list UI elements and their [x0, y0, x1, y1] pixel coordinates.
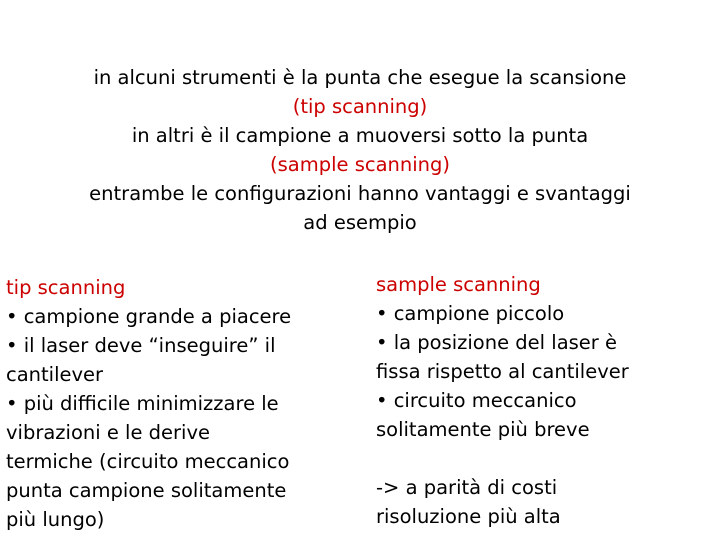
tip-scanning-line: punta campione solitamente: [6, 479, 287, 502]
intro-line-6: ad esempio: [303, 211, 417, 234]
tip-scanning-line: vibrazioni e le derive: [6, 421, 211, 444]
sample-scanning-line: • circuito meccanico: [376, 389, 577, 412]
conclusion-line: -> a parità di costi: [376, 476, 558, 499]
sample-scanning-line: • campione piccolo: [376, 302, 565, 325]
tip-scanning-column: [6, 273, 291, 534]
intro-line-5: entrambe le configurazioni hanno vantaggi e svantaggi: [89, 182, 631, 205]
tip-scanning-line: • il laser deve “inseguire” il: [6, 334, 276, 357]
tip-scanning-line: cantilever: [6, 363, 104, 386]
intro-line-3: in altri è il campione a muoversi sotto la punta: [131, 124, 589, 147]
sample-scanning-line: solitamente più breve: [376, 418, 590, 441]
tip-scanning-heading: tip scanning: [6, 276, 126, 299]
intro-line-1: in alcuni strumenti è la punta che esegue la scansione: [93, 66, 627, 89]
intro-line-sample-scanning: (sample scanning): [269, 153, 450, 176]
sample-scanning-line: • la posizione del laser è: [376, 331, 618, 354]
sample-scanning-line: fissa rispetto al cantilever: [376, 360, 629, 383]
sample-scanning-column: [376, 270, 629, 531]
tip-scanning-line: • più difficile minimizzare le: [6, 392, 279, 415]
tip-scanning-line: • campione grande a piacere: [6, 305, 292, 328]
intro-text: [0, 63, 720, 237]
conclusion-line: risoluzione più alta: [376, 505, 561, 528]
tip-scanning-line: più lungo): [6, 508, 105, 531]
sample-scanning-heading: sample scanning: [376, 273, 541, 296]
spacer: [376, 444, 629, 473]
tip-scanning-line: termiche (circuito meccanico: [6, 450, 290, 473]
intro-line-tip-scanning: (tip scanning): [292, 95, 428, 118]
